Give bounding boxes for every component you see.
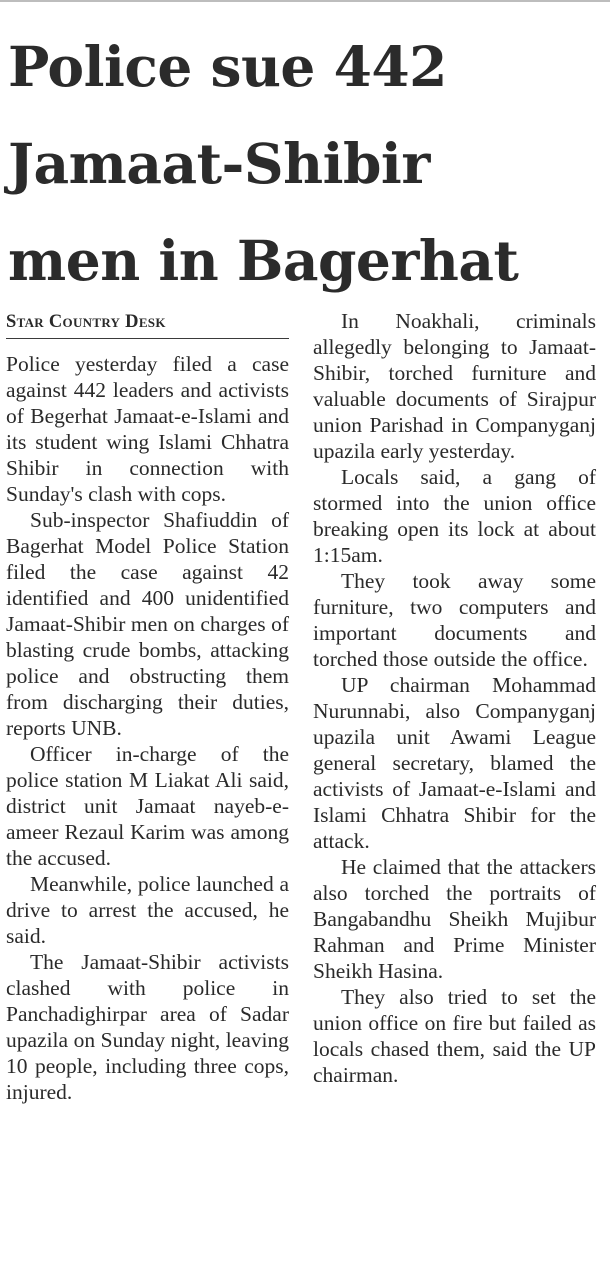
article-paragraph: In Noakhali, criminals allegedly belonging to Jamaat-Shibir, torched furniture and valuable documents of Sirajpur union Parishad in Companyganj upazila early yesterday.	[313, 309, 596, 463]
article-paragraph: They took away some furniture, two computers and important documents and torched those outside the office.	[313, 569, 596, 671]
article-paragraph: They also tried to set the union office on fire but failed as locals chased them, said the UP chairman.	[313, 985, 596, 1087]
article-paragraph: Locals said, a gang of stormed into the union office breaking open its lock at about 1:15am.	[313, 465, 596, 567]
article-paragraph: He claimed that the attackers also torched the portraits of Bangabandhu Sheikh Mujibur Rahman and Prime Minister Sheikh Hasina.	[313, 855, 596, 983]
article-paragraph: Sub-inspector Shafiuddin of Bagerhat Model Police Station filed the case against 42 identified and 400 unidentified Jamaat-Shibir men on charges of blasting crude bombs, attacking police and obstructing them from discharging their duties, reports UNB.	[6, 508, 289, 740]
headline-line: Police sue 442	[8, 34, 447, 99]
article-column-left	[6, 308, 289, 1105]
headline-line: Jamaat-Shibir	[8, 131, 430, 196]
article-paragraph: Meanwhile, police launched a drive to arrest the accused, he said.	[6, 872, 289, 948]
byline: Star Country Desk	[6, 308, 289, 339]
article-paragraph: Police yesterday filed a case against 442 leaders and activists of Begerhat Jamaat-e-Islami and its student wing Islami Chhatra Shibir in connection with Sunday's clash with cops.	[6, 352, 289, 506]
headline-line: men in Bagerhat	[8, 228, 519, 293]
article-paragraph: UP chairman Mohammad Nurunnabi, also Companyganj upazila unit Awami League general secretary, blamed the activists of Jamaat-e-Islami and Islami Chhatra Shibir for the attack.	[313, 673, 596, 853]
article-paragraph: Officer in-charge of the police station M Liakat Ali said, district unit Jamaat nayeb-e-ameer Rezaul Karim was among the accused.	[6, 742, 289, 870]
article-paragraph: The Jamaat-Shibir activists clashed with police in Panchadighirpar area of Sadar upazila on Sunday night, leaving 10 people, including three cops, injured.	[6, 950, 289, 1104]
top-rule	[0, 0, 610, 2]
article-column-right	[313, 308, 596, 1088]
headline	[8, 18, 606, 309]
